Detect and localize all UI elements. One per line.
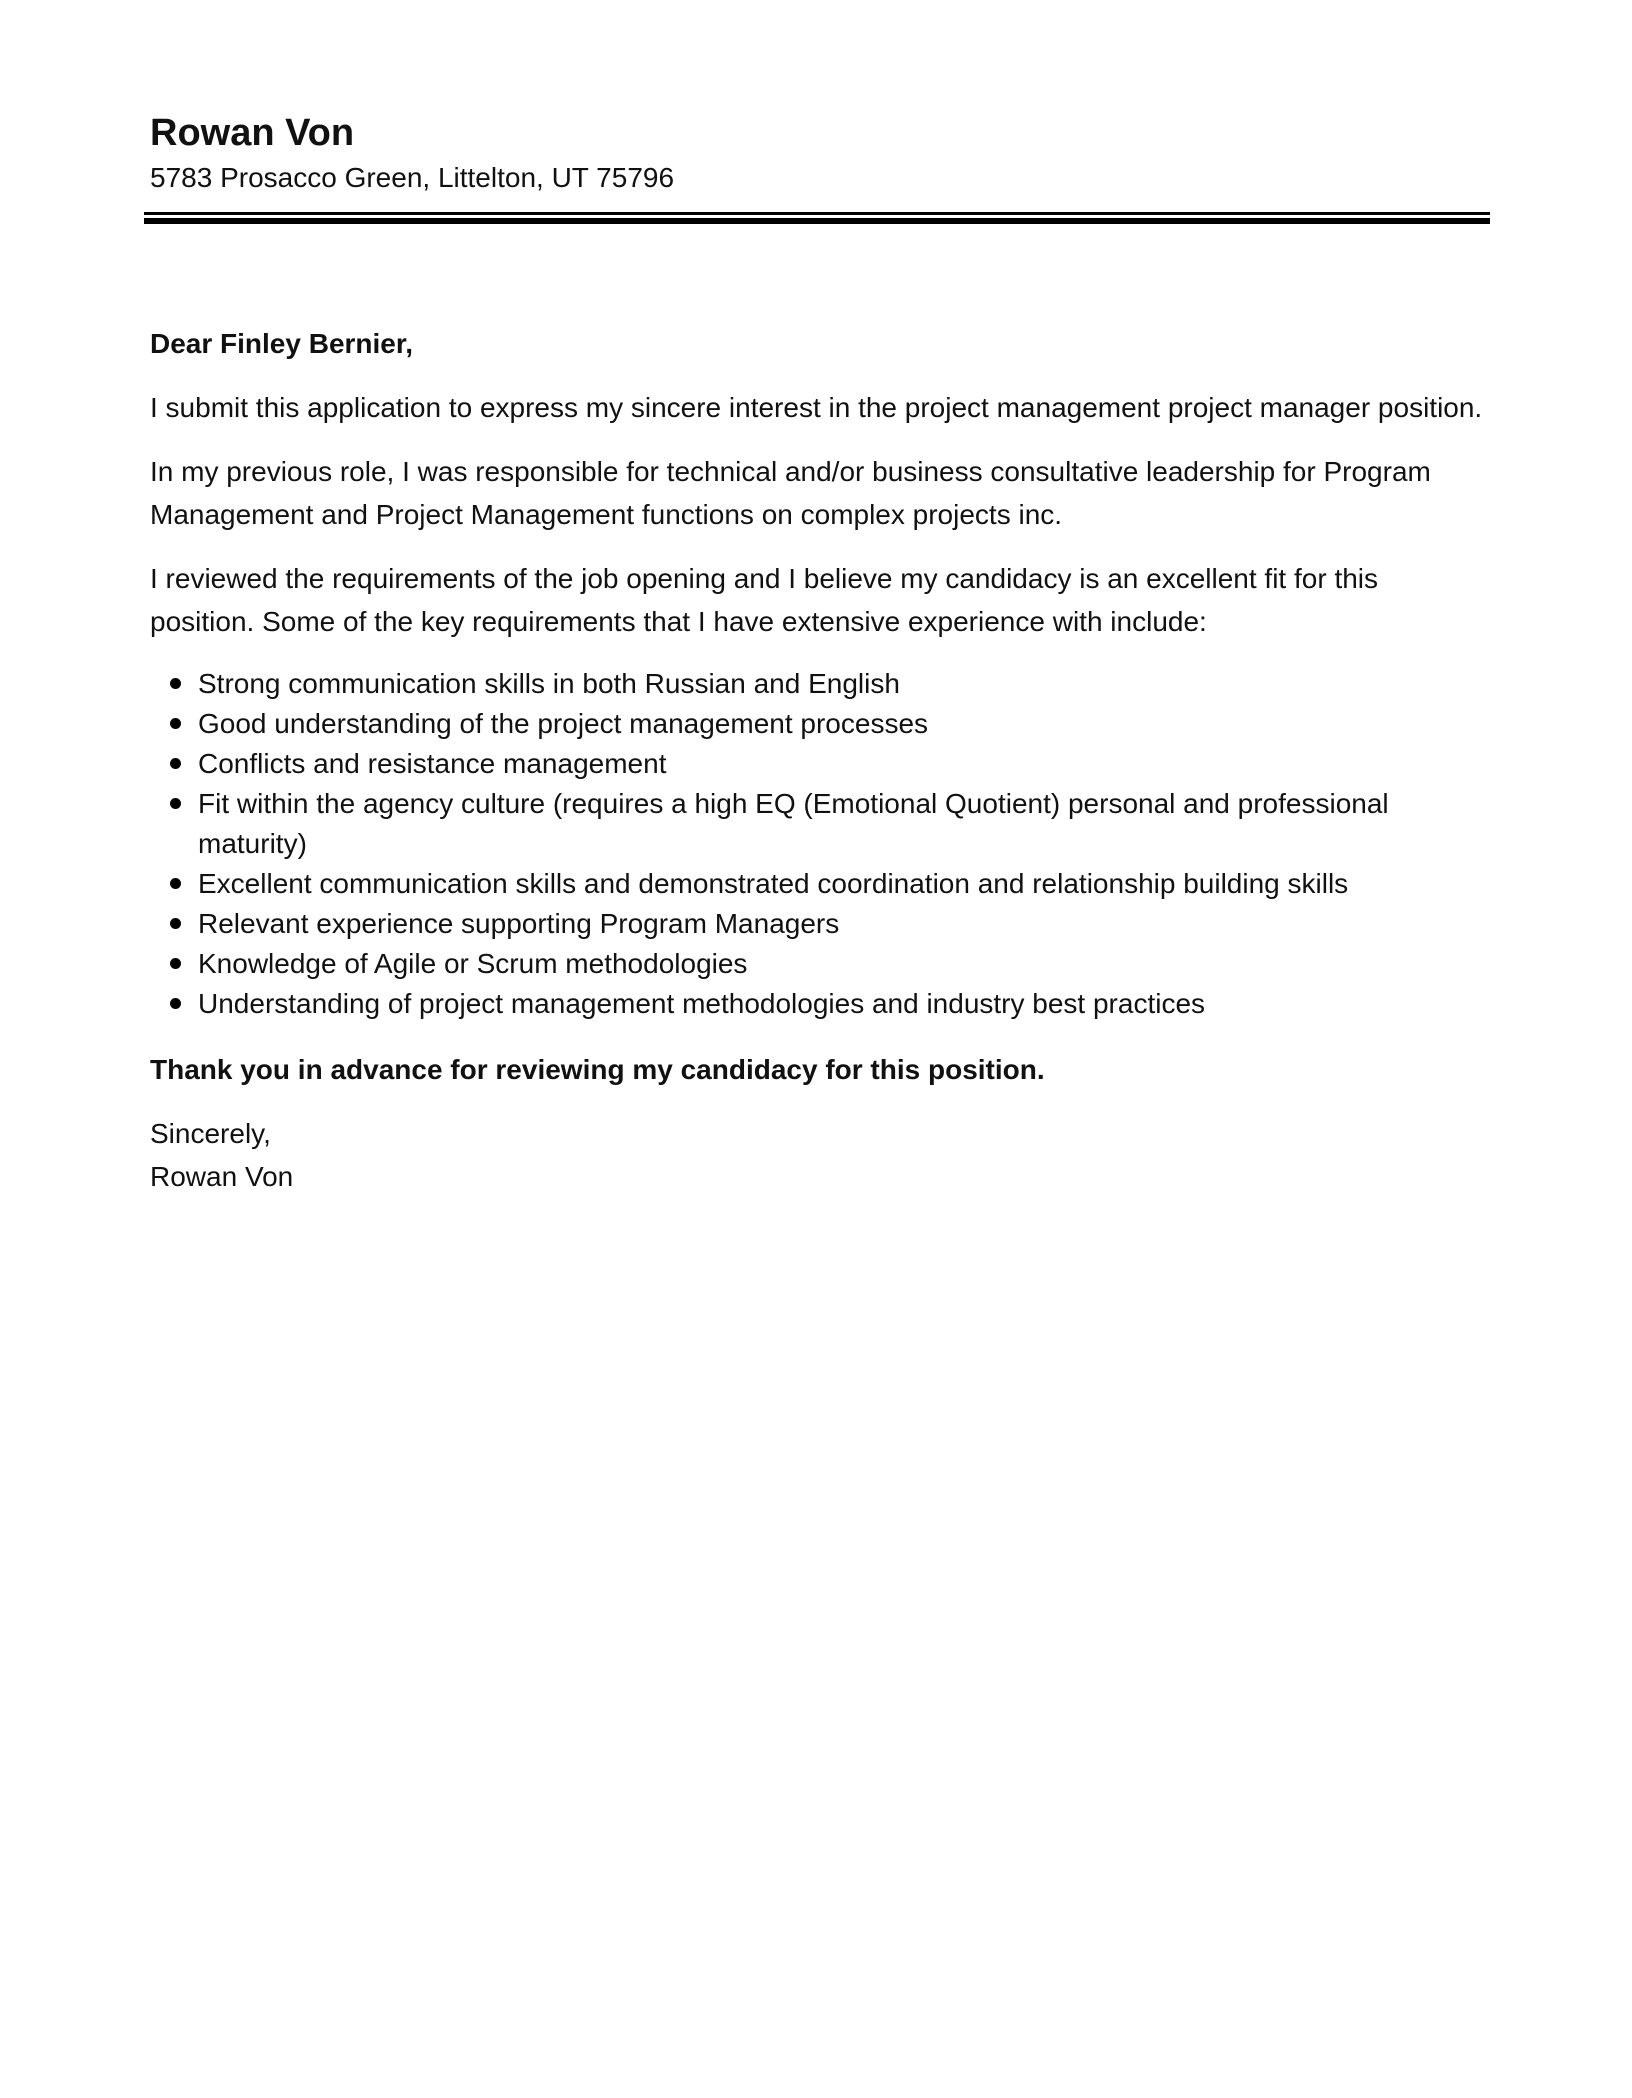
paragraph-previous-role: In my previous role, I was responsible for technical and/or business consultative leadership for Program Management and Project Management functions on complex projects inc. [150, 456, 1431, 530]
bullet-icon [170, 798, 181, 809]
list-item-text: Conflicts and resistance management [198, 748, 667, 779]
paragraph-requirements-intro: I reviewed the requirements of the job opening and I believe my candidacy is an excellent fit for this position. Some of the key requirements that I have extensive experience with include: [150, 563, 1379, 637]
salutation: Dear Finley Bernier, [150, 328, 414, 359]
sender-address: 5783 Prosacco Green, Littelton, UT 75796 [150, 162, 675, 193]
bullet-icon [170, 758, 181, 769]
signoff: Sincerely, [150, 1118, 271, 1149]
bullet-icon [170, 958, 181, 969]
bullet-icon [170, 878, 181, 889]
signature-name: Rowan Von [150, 1161, 294, 1192]
list-item-text: Excellent communication skills and demonstrated coordination and relationship building skills [198, 868, 1349, 899]
list-item-text: Understanding of project management methodologies and industry best practices [198, 988, 1206, 1019]
list-item [150, 744, 1485, 784]
list-item [150, 664, 1485, 704]
list-item [150, 864, 1485, 904]
list-item-text: Relevant experience supporting Program Managers [198, 908, 840, 939]
bullet-icon [170, 918, 181, 929]
header-divider [144, 212, 1490, 224]
bullet-icon [170, 998, 181, 1009]
bullet-icon [170, 678, 181, 689]
bullet-icon [170, 718, 181, 729]
list-item [150, 704, 1485, 744]
list-item [150, 784, 1485, 864]
closing-statement: Thank you in advance for reviewing my candidacy for this position. [150, 1054, 1045, 1085]
list-item-text: Strong communication skills in both Russian and English [198, 668, 900, 699]
list-item [150, 984, 1485, 1024]
list-item [150, 944, 1485, 984]
list-item-text: Good understanding of the project management processes [198, 708, 929, 739]
list-item-text: Fit within the agency culture (requires a high EQ (Emotional Quotient) personal and professional maturity) [198, 788, 1389, 859]
paragraph-intro: I submit this application to express my sincere interest in the project management project manager position. [150, 392, 1483, 423]
list-item-text: Knowledge of Agile or Scrum methodologies [198, 948, 748, 979]
divider-thick-line [144, 218, 1490, 224]
letter-header [150, 108, 1485, 198]
letter-body [150, 322, 1485, 1198]
requirements-list [150, 664, 1485, 1024]
sender-name: Rowan Von [150, 112, 355, 154]
list-item [150, 904, 1485, 944]
divider-thin-line [144, 212, 1490, 215]
